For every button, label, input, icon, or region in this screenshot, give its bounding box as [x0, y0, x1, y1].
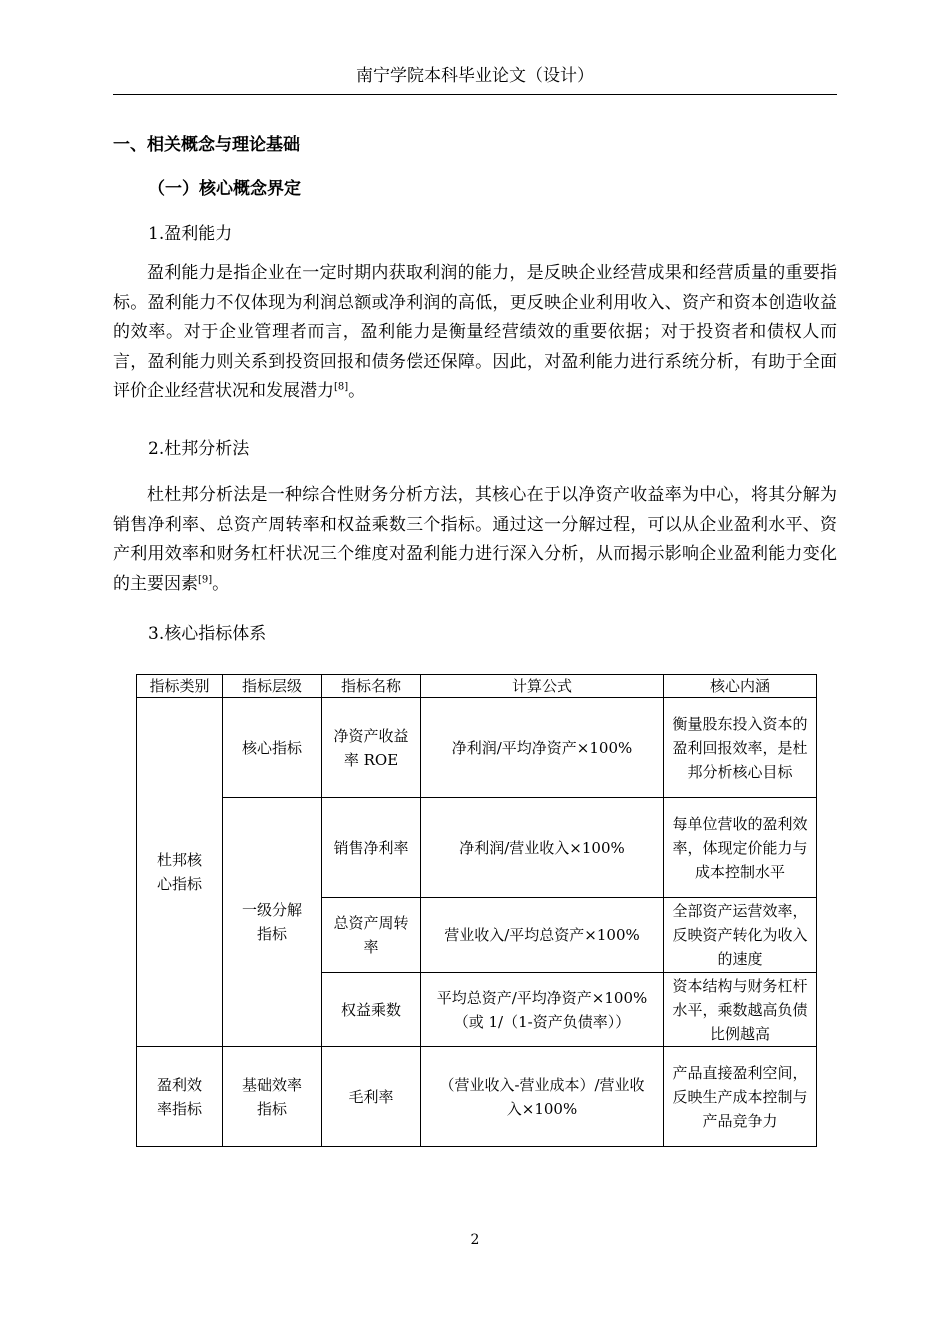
paragraph-profitability — [113, 259, 837, 407]
name-cell: 权益乘数 — [322, 973, 421, 1047]
formula-cell: 营业收入/平均总资产×100% — [421, 898, 664, 973]
formula-cell: 净利润/平均净资产×100% — [421, 698, 664, 798]
paragraph-dupont — [113, 481, 837, 599]
table-header-cell: 指标层级 — [223, 675, 322, 698]
item-title-dupont: 2.杜邦分析法 — [148, 439, 250, 459]
table-header-row — [137, 675, 817, 698]
item-title-indicator-system: 3.核心指标体系 — [148, 624, 267, 644]
name-cell: 销售净利率 — [322, 798, 421, 898]
formula-cell: （营业收入-营业成本）/营业收入×100% — [421, 1047, 664, 1147]
table-row — [137, 798, 817, 898]
citation: [9] — [198, 573, 213, 585]
level-cell: 基础效率指标 — [223, 1047, 322, 1147]
category-cell: 盈利效率指标 — [137, 1047, 223, 1147]
table-header-cell: 指标名称 — [322, 675, 421, 698]
table-header-cell: 指标类别 — [137, 675, 223, 698]
level-cell: 核心指标 — [223, 698, 322, 798]
paragraph-text: 盈利能力是指企业在一定时期内获取利润的能力，是反映企业经营成果和经营质量的重要指标。盈利能力不仅体现为利润总额或净利润的高低，更反映企业利用收入、资产和资本创造收益的效率。对于企业管理者而言，盈利能力是衡量经营绩效的重要依据；对于投资者和债权人而言，盈利能力则关系到投资回报和债务偿还保障。因此，对盈利能力进行系统分析，有助于全面评价企业经营状况和发展潜力 — [113, 263, 837, 401]
formula-cell: 净利润/营业收入×100% — [421, 798, 664, 898]
page-number: 2 — [470, 1232, 480, 1248]
level-cell: 一级分解指标 — [223, 798, 322, 1047]
meaning-cell: 衡量股东投入资本的盈利回报效率，是杜邦分析核心目标 — [664, 698, 817, 798]
section-heading: 一、相关概念与理论基础 — [113, 135, 300, 155]
paragraph-end: 。 — [212, 573, 230, 594]
meaning-cell: 资本结构与财务杠杆水平，乘数越高负债比例越高 — [664, 973, 817, 1047]
table-row — [137, 1047, 817, 1147]
meaning-cell: 产品直接盈利空间，反映生产成本控制与产品竞争力 — [664, 1047, 817, 1147]
meaning-cell: 每单位营收的盈利效率，体现定价能力与成本控制水平 — [664, 798, 817, 898]
name-cell: 毛利率 — [322, 1047, 421, 1147]
paragraph-end: 。 — [348, 381, 366, 401]
indicator-table — [136, 674, 817, 1147]
paragraph-text: 杜杜邦分析法是一种综合性财务分析方法，其核心在于以净资产收益率为中心，将其分解为销售净利率、总资产周转率和权益乘数三个指标。通过这一分解过程，可以从企业盈利水平、资产利用效率和财务杠杆状况三个维度对盈利能力进行深入分析，从而揭示影响企业盈利能力变化的主要因素 — [113, 485, 837, 594]
meaning-cell: 全部资产运营效率，反映资产转化为收入的速度 — [664, 898, 817, 973]
name-cell: 净资产收益率 ROE — [322, 698, 421, 798]
category-cell: 杜邦核心指标 — [137, 698, 223, 1047]
item-title-profitability: 1.盈利能力 — [148, 224, 233, 244]
subsection-heading: （一）核心概念界定 — [148, 179, 301, 199]
table-row — [137, 698, 817, 798]
name-cell: 总资产周转率 — [322, 898, 421, 973]
table-header-cell: 计算公式 — [421, 675, 664, 698]
page-header: 南宁学院本科毕业论文（设计） — [113, 58, 837, 95]
citation: [8] — [334, 381, 349, 393]
formula-cell: 平均总资产/平均净资产×100%（或 1/（1-资产负债率）） — [421, 973, 664, 1047]
table-header-cell: 核心内涵 — [664, 675, 817, 698]
